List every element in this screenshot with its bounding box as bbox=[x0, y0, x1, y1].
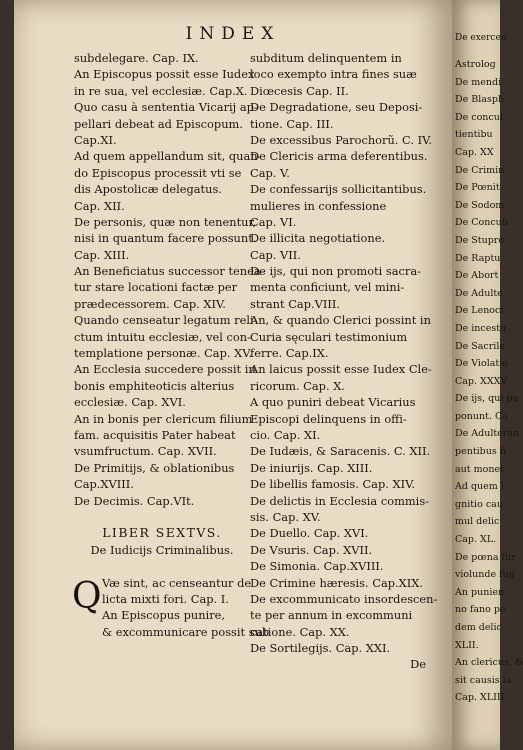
index-entry-line: & excommunicare possit sub bbox=[102, 624, 270, 639]
index-entry-line: De Decimis. Cap.VIt. bbox=[74, 493, 195, 508]
book-subtitle: De Iudicijs Criminalibus. bbox=[90, 542, 234, 557]
facing-page-fragment: De Concub bbox=[455, 217, 508, 229]
index-entry-line: Quo casu à sententia Vicarij ap- bbox=[74, 100, 258, 115]
index-entry-line: An Episcopus possit esse Iudex bbox=[74, 67, 255, 82]
index-entry-line: strant Cap.VIII. bbox=[250, 296, 340, 311]
index-entry-line: De Simonia. Cap.XVIII. bbox=[250, 559, 384, 574]
index-entry-line: templatione personæ. Cap. XV. bbox=[74, 346, 253, 361]
index-entry-line: ctum intuitu ecclesiæ, vel con- bbox=[74, 329, 251, 344]
index-entry-line: Quando censeatur legatum reli- bbox=[74, 313, 258, 328]
index-entry-line: mulieres in confessione bbox=[250, 198, 387, 213]
index-entry-line: ricorum. Cap. X. bbox=[250, 378, 345, 393]
index-entry-line: subdelegare. Cap. IX. bbox=[74, 51, 199, 65]
index-entry-line: nisi in quantum facere possunt. bbox=[74, 231, 257, 246]
index-entry-line: tur stare locationi factæ per bbox=[74, 280, 238, 295]
index-entry-line: De Primitijs, & oblationibus bbox=[74, 460, 235, 475]
index-entry-line: An laicus possit esse Iudex Cle- bbox=[250, 362, 432, 377]
index-entry-line: A quo puniri debeat Vicarius bbox=[250, 395, 416, 410]
index-entry-line: sis. Cap. XV. bbox=[250, 509, 321, 524]
index-entry-line: An in bonis per clericum filium bbox=[74, 411, 253, 426]
index-entry-line: De Clericis arma deferentibus. bbox=[250, 149, 428, 164]
index-entry-line: cio. Cap. XI. bbox=[250, 427, 321, 442]
index-entry-line: An Episcopus punire, bbox=[102, 608, 226, 623]
facing-page-fragment: XLII. bbox=[455, 639, 479, 651]
index-entry-line: vsumfructum. Cap. XVII. bbox=[74, 444, 217, 459]
index-entry-line: Cap.XVIII. bbox=[74, 477, 134, 492]
index-entry-line: licta mixti fori. Cap. I. bbox=[102, 591, 229, 606]
index-entry-line: bonis emphiteoticis alterius bbox=[74, 378, 235, 393]
facing-page-fragment: De Lenoci bbox=[455, 305, 504, 317]
facing-page-fragment: pentibus fi bbox=[455, 446, 507, 458]
catchword: De bbox=[410, 657, 426, 672]
index-entry-line: Episcopi delinquens in offi- bbox=[250, 411, 407, 426]
facing-page-fragment: De Adulteran bbox=[455, 428, 520, 440]
index-entry-line: do Episcopus processit vti se bbox=[74, 165, 242, 180]
index-entry-line: prædecessorem. Cap. XIV. bbox=[74, 296, 226, 311]
left-page bbox=[14, 0, 452, 750]
index-entry-line: loco exempto intra fines suæ bbox=[250, 67, 417, 82]
facing-page-fragment: Cap. XL. bbox=[455, 534, 497, 546]
facing-page-fragment: De Raptu bbox=[455, 252, 501, 264]
index-entry-line: Diœcesis Cap. II. bbox=[250, 83, 349, 98]
index-entry-line: ferre. Cap.IX. bbox=[250, 346, 329, 361]
index-entry-line: De personis, quæ non tenentur, bbox=[74, 214, 257, 229]
index-entry-line: fam. acquisitis Pater habeat bbox=[74, 427, 236, 442]
facing-page-edge bbox=[452, 0, 523, 750]
index-entry-line: De illicita negotiatione. bbox=[250, 231, 386, 246]
facing-page-fragment: De Sacrile bbox=[455, 340, 505, 352]
index-entry-line: De ijs, qui non promoti sacra- bbox=[250, 264, 421, 279]
index-entry-line: Cap. V. bbox=[250, 165, 290, 180]
facing-page-fragment: tientibu bbox=[455, 129, 493, 141]
facing-page-fragment: De Crimin bbox=[455, 164, 505, 176]
index-entry-line: in re sua, vel ecclesiæ. Cap.X. bbox=[74, 83, 248, 98]
index-entry-line: De Degradatione, seu Deposi- bbox=[250, 100, 423, 115]
facing-page-fragment: Ad quem l bbox=[455, 481, 504, 493]
index-entry-line: De delictis in Ecclesia commis- bbox=[250, 493, 430, 508]
index-entry-line: Ad quem appellandum sit, quan- bbox=[74, 149, 262, 164]
first-entry bbox=[72, 575, 270, 641]
index-entry-line: Cap. VI. bbox=[250, 214, 297, 229]
facing-page-fragment: gnitio cau bbox=[455, 498, 503, 510]
index-entry-line: De excommunicato insordescen- bbox=[250, 591, 438, 606]
facing-page-fragment: De ijs, qui pu bbox=[455, 393, 519, 405]
facing-page-fragment: sit causis la bbox=[455, 674, 512, 686]
facing-page-fragment: Cap. XLIII. bbox=[455, 692, 508, 704]
facing-page-fragment: no fano pe bbox=[455, 604, 506, 616]
facing-page-fragment: aut monet bbox=[455, 463, 504, 475]
facing-page-fragment: De concul bbox=[455, 111, 503, 123]
index-entry-line: An Beneficiatus successor tenea- bbox=[74, 264, 265, 279]
drop-capital: Q bbox=[72, 575, 102, 617]
facing-page-fragment: Astrolog bbox=[455, 59, 496, 70]
index-entry-line: De confessarijs sollicitantibus. bbox=[250, 182, 427, 197]
facing-page-fragment: De pœna fur bbox=[455, 551, 516, 563]
facing-page-fragment: An clericus, & bbox=[455, 657, 523, 669]
page-header: INDEX bbox=[185, 24, 281, 44]
facing-page-fragment: De Abort bbox=[455, 270, 499, 282]
facing-page-fragment: De mendi bbox=[455, 76, 502, 88]
facing-page-fragment: Cap. XX bbox=[455, 146, 494, 158]
index-entry-line: An, & quando Clerici possint in bbox=[250, 313, 431, 328]
facing-page-fragment: Cap. XXXV bbox=[455, 375, 508, 387]
book-title: LIBER SEXTVS. bbox=[102, 525, 222, 541]
facing-page-fragment: De Blasph bbox=[455, 94, 505, 106]
facing-page-fragment: An punien. bbox=[455, 586, 508, 598]
index-entry-line: menta conficiunt, vel mini- bbox=[250, 280, 405, 295]
index-entry-line: Curia sęculari testimonium bbox=[250, 329, 408, 344]
facing-page-fragment: De Stupro bbox=[455, 234, 505, 246]
index-entry-line: Cap. VII. bbox=[250, 247, 301, 262]
facing-page-fragment: De exercen bbox=[455, 33, 507, 43]
index-entry-line: tione. Cap. III. bbox=[250, 116, 334, 131]
facing-page-fragment: De Sodom bbox=[455, 199, 505, 211]
facing-page-fragment: dem delic bbox=[455, 622, 502, 633]
index-entry-line: De Iudæis, & Saracenis. C. XII. bbox=[250, 444, 431, 459]
index-entry-line: De Crimine hæresis. Cap.XIX. bbox=[250, 575, 424, 590]
index-entry-line: pellari debeat ad Episcopum. bbox=[74, 116, 243, 131]
index-entry-line: te per annum in excommuni bbox=[250, 608, 413, 623]
index-entry-line: De iniurijs. Cap. XIII. bbox=[250, 460, 373, 475]
facing-page-fragment: mul delic bbox=[455, 516, 500, 528]
facing-page-fragment: violunde fug bbox=[455, 569, 515, 581]
right-index-column bbox=[250, 50, 438, 673]
index-entry-line: subditum delinquentem in bbox=[250, 51, 402, 65]
index-entry-line: De excessibus Parochorũ. C. IV. bbox=[250, 132, 432, 147]
facing-page-fragment: De Adulte bbox=[455, 287, 503, 299]
index-entry-line: De Sortilegijs. Cap. XXI. bbox=[250, 641, 391, 656]
index-entry-line: Cap. XIII. bbox=[74, 247, 130, 262]
facing-page-fragment: De Pœnit bbox=[455, 182, 500, 194]
facing-page-fragment: De Violatio bbox=[455, 358, 508, 370]
index-entry-line: An Ecclesia succedere possit in bbox=[74, 362, 256, 377]
index-entry-line: De Vsuris. Cap. XVII. bbox=[250, 542, 373, 557]
index-entry-line: ecclesiæ. Cap. XVI. bbox=[74, 395, 186, 410]
left-index-column bbox=[72, 50, 270, 640]
index-entry-line: catione. Cap. XX. bbox=[250, 624, 350, 639]
facing-page-fragment: ponunt. Ca bbox=[455, 410, 508, 422]
index-entry-line: De Duello. Cap. XVI. bbox=[250, 526, 369, 541]
index-entry-line: dis Apostolicæ delegatus. bbox=[74, 182, 222, 197]
index-entry-line: Væ sint, ac censeantur de bbox=[102, 575, 252, 590]
facing-page-fragment: De incestu bbox=[455, 322, 507, 334]
index-entry-line: De libellis famosis. Cap. XIV. bbox=[250, 477, 415, 492]
index-entry-line: Cap. XII. bbox=[74, 198, 125, 213]
index-entry-line: Cap.XI. bbox=[74, 132, 117, 147]
